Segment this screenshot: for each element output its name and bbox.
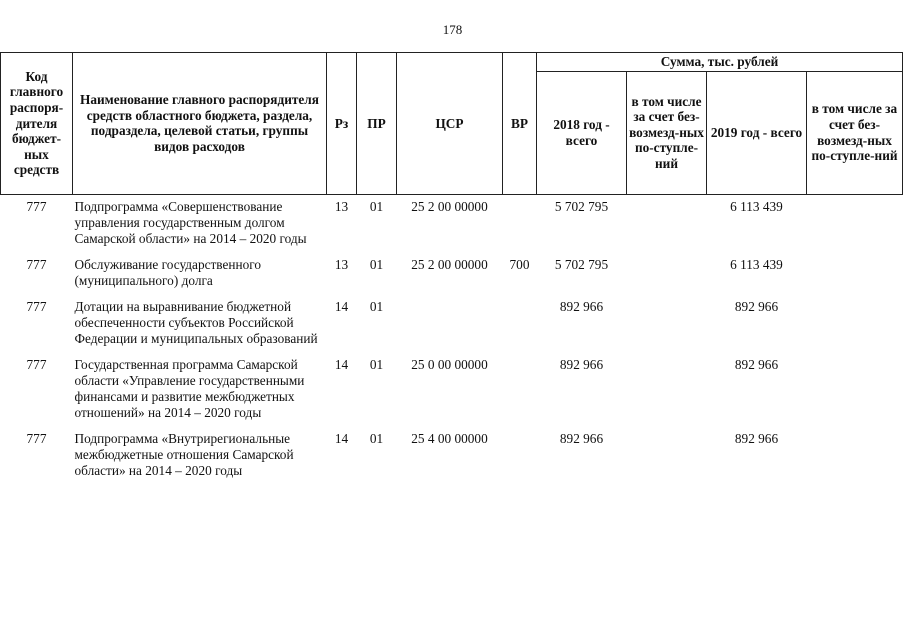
- cell-name: Подпрограмма «Внутрирегиональные межбюджетные отношения Самарской области» на 2014 – 2020 годы: [74, 430, 294, 478]
- cell-rz: 14: [334, 430, 349, 446]
- cell-rz: 14: [334, 298, 349, 314]
- cell-pr: 01: [369, 298, 384, 314]
- cell-rz: 14: [334, 356, 349, 372]
- cell-csr: 25 0 00 00000: [411, 356, 488, 372]
- cell-2019-incl: [807, 194, 903, 253]
- cell-2018-incl: [627, 253, 707, 295]
- cell-name: Дотации на выравнивание бюджетной обеспеченности субъектов Российской Федерации и муниципальных образований: [74, 298, 318, 346]
- page-number: 178: [442, 22, 463, 37]
- cell-2018-incl: [627, 427, 707, 485]
- cell-vr: 700: [509, 256, 530, 272]
- header-code: Код главного распоря-дителя бюджет-ных средств: [1, 53, 73, 195]
- cell-rz: 13: [334, 256, 349, 272]
- table-row: [1, 253, 903, 295]
- cell-2018-incl: [627, 353, 707, 427]
- cell-2018-incl: [627, 295, 707, 353]
- cell-2019-incl: [807, 253, 903, 295]
- cell-csr: 25 4 00 00000: [411, 430, 488, 446]
- header-csr: ЦСР: [397, 53, 503, 195]
- cell-2018-total: 5 702 795: [554, 256, 609, 272]
- cell-2018-incl: [627, 194, 707, 253]
- header-vr: ВР: [503, 53, 537, 195]
- table-row: [1, 427, 903, 485]
- cell-csr: [397, 295, 503, 353]
- header-2018-incl: в том числе за счет без-возмезд-ных по-ступле-ний: [627, 71, 707, 194]
- cell-2019-total: 892 966: [734, 298, 779, 314]
- cell-2018-total: 892 966: [559, 430, 604, 446]
- cell-csr: 25 2 00 00000: [411, 198, 488, 214]
- cell-name: Подпрограмма «Совершенствование управления государственным долгом Самарской области» на 2014 – 2020 годы: [74, 198, 307, 246]
- cell-vr: [503, 427, 537, 485]
- cell-2019-incl: [807, 353, 903, 427]
- cell-2018-total: 5 702 795: [554, 198, 609, 214]
- cell-2019-incl: [807, 295, 903, 353]
- table-row: [1, 353, 903, 427]
- cell-csr: 25 2 00 00000: [411, 256, 488, 272]
- cell-pr: 01: [369, 198, 384, 214]
- cell-code: 777: [26, 430, 47, 446]
- cell-pr: 01: [369, 256, 384, 272]
- table-row: [1, 295, 903, 353]
- cell-2018-total: 892 966: [559, 298, 604, 314]
- cell-vr: [503, 194, 537, 253]
- cell-name: Обслуживание государственного (муниципального) долга: [74, 256, 262, 288]
- cell-pr: 01: [369, 430, 384, 446]
- cell-pr: 01: [369, 356, 384, 372]
- header-2019-total: 2019 год - всего: [707, 71, 807, 194]
- cell-2019-total: 6 113 439: [730, 256, 783, 272]
- cell-2019-total: 6 113 439: [730, 198, 783, 214]
- header-name: Наименование главного распорядителя средств областного бюджета, раздела, подраздела, целевой статьи, группы видов расходов: [73, 53, 327, 195]
- cell-name: Государственная программа Самарской области «Управление государственными финансами и развитие межбюджетных отношений» на 2014 – 2020 годы: [74, 356, 305, 420]
- cell-code: 777: [26, 256, 47, 272]
- cell-vr: [503, 353, 537, 427]
- header-2018-total: 2018 год - всего: [537, 71, 627, 194]
- cell-code: 777: [26, 356, 47, 372]
- budget-table: [0, 52, 903, 485]
- cell-2019-total: 892 966: [734, 356, 779, 372]
- header-pr: ПР: [357, 53, 397, 195]
- cell-code: 777: [26, 298, 47, 314]
- cell-rz: 13: [334, 198, 349, 214]
- cell-2019-incl: [807, 427, 903, 485]
- table-row: [1, 194, 903, 253]
- cell-2018-total: 892 966: [559, 356, 604, 372]
- header-rz: Рз: [327, 53, 357, 195]
- cell-vr: [503, 295, 537, 353]
- header-2019-incl: в том числе за счет без-возмезд-ных по-ступле-ний: [807, 71, 903, 194]
- cell-2019-total: 892 966: [734, 430, 779, 446]
- cell-code: 777: [26, 198, 47, 214]
- header-sum: Сумма, тыс. рублей: [537, 53, 903, 72]
